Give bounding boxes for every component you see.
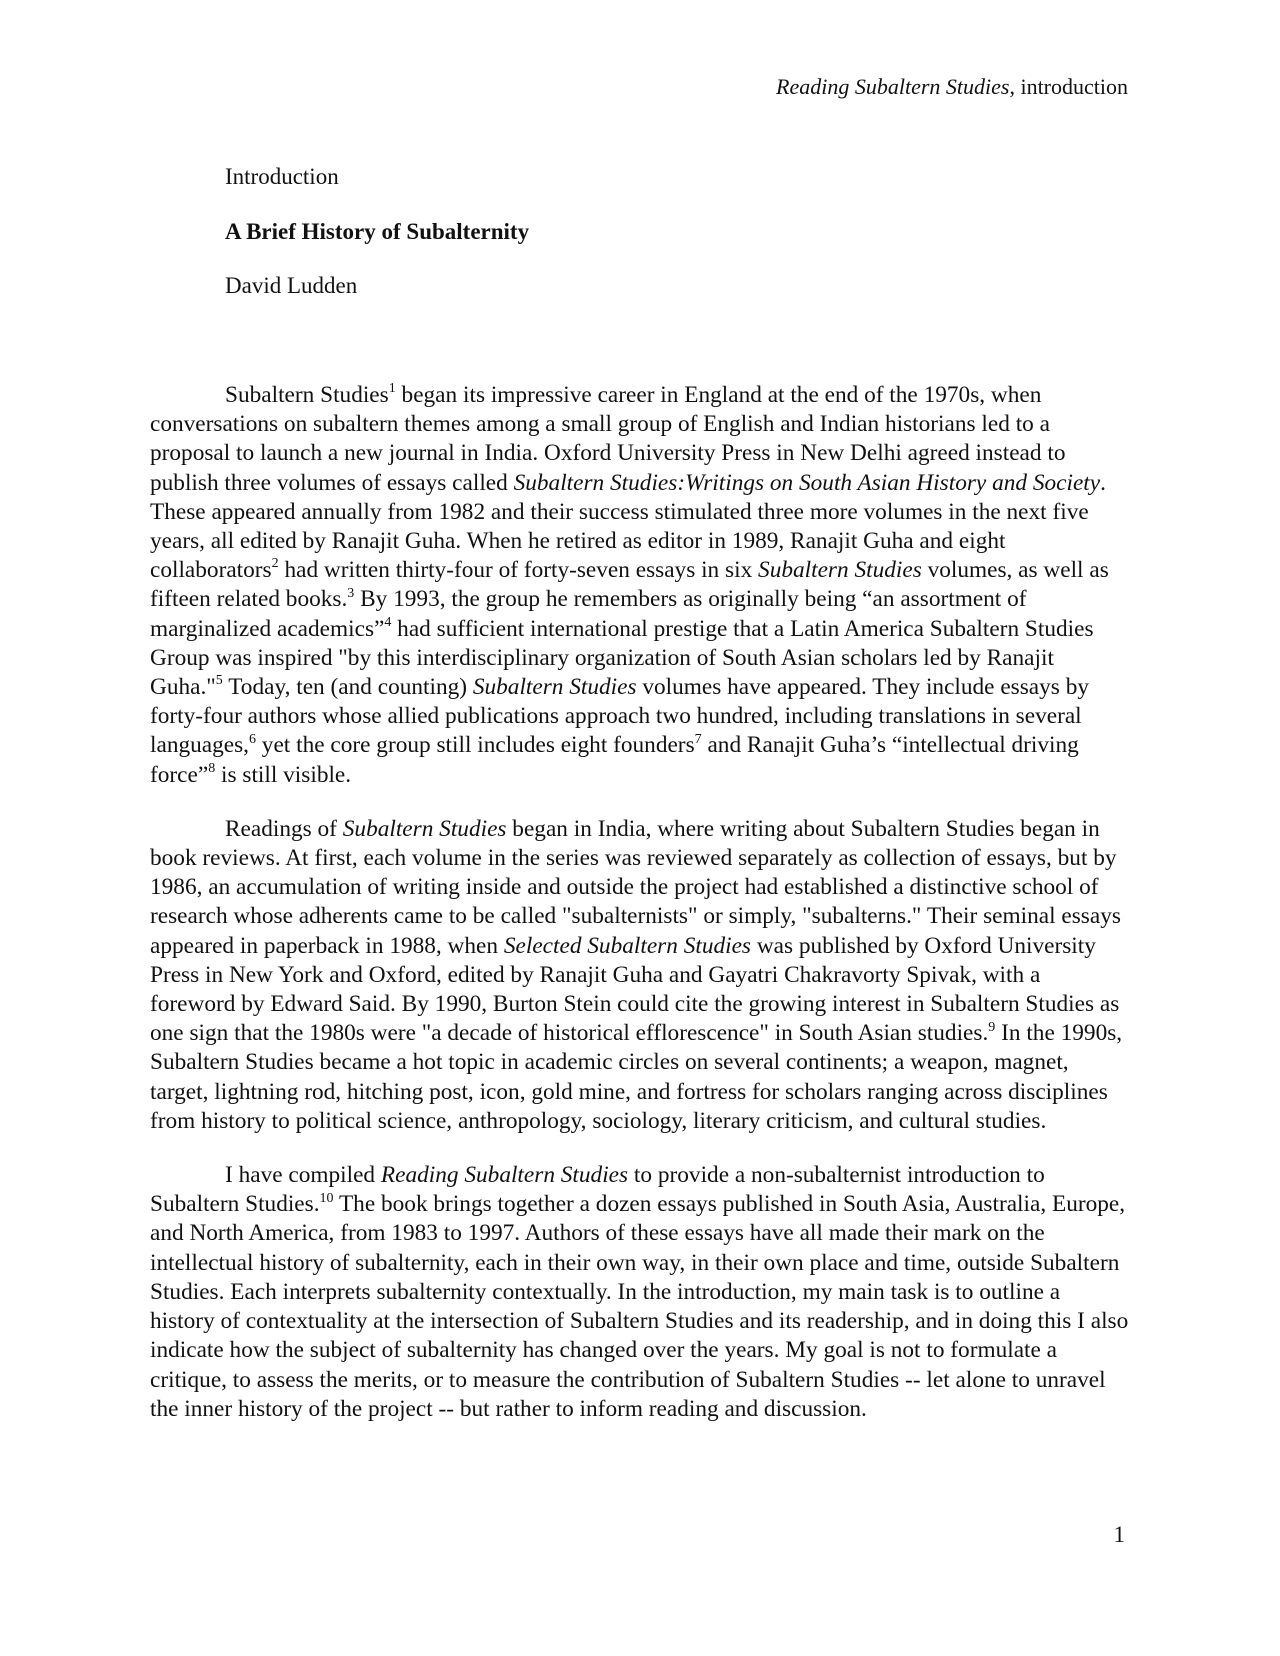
body-text: [150, 381, 1130, 1449]
header-section: , introduction: [1009, 74, 1128, 99]
paragraph-text: volumes, as well as fifteen related books.: [150, 557, 1109, 613]
page-number: 1: [1113, 1522, 1125, 1547]
paragraph-text: In the 1990s, Subaltern Studies became a hot topic in academic circles on several continents; a weapon, magnet, target, lightning rod, hitching post, icon, gold mine, and fortress for scholars ranging across disciplines from history to political science, anthropology, sociology, literary criticism, and cultural studies.: [150, 1020, 1123, 1134]
footnote-marker: 6: [248, 731, 256, 747]
paragraph-text: Subaltern Studies: [225, 382, 389, 408]
footnote-marker: 1: [388, 381, 396, 397]
paragraph: [150, 1161, 1130, 1424]
paragraph-text: The book brings together a dozen essays published in South Asia, Australia, Europe, and North America, from 1983 to 1997. Authors of these essays have all made their mark on the intellectual history of subalternity, each in their own way, in their own place and time, outside Subaltern Studies. Each interprets subalternity contextually. In the introduction, my main task is to outline a history of contextuality at the intersection of Subaltern Studies and its readership, and in doing this I also indicate how the subject of subalternity has changed over the years. My goal is not to formulate a critique, to assess the merits, or to measure the contribution of Subaltern Studies -- let alone to unravel the inner history of the project -- but rather to inform reading and discussion.: [150, 1191, 1129, 1422]
header-book-title: Reading Subaltern Studies: [776, 74, 1010, 99]
section-label: Introduction: [225, 164, 339, 189]
paragraph-text: Readings of: [225, 815, 343, 842]
paragraph-text: to provide a non-subalternist introduction to Subaltern Studies.: [150, 1162, 1045, 1218]
italic-title-text: Selected Subaltern Studies: [503, 932, 752, 959]
italic-title-text: Subaltern Studies: [342, 815, 507, 842]
paragraph-text: had written thirty-four of forty-seven essays in six: [278, 557, 759, 584]
paragraph-text: had sufficient international prestige that a Latin America Subaltern Studies Group was inspired "by this interdisciplinary organization of South Asian scholars led by Ranajit Guha.": [150, 615, 1094, 701]
paragraph-text: Today, ten (and counting): [222, 674, 473, 701]
paragraph-text: and Ranajit Guha’s “intellectual driving force”: [150, 732, 1079, 788]
footnote-marker: 7: [694, 731, 702, 747]
footnote-marker: 3: [347, 585, 355, 601]
paragraph-text: began in India, where writing about Subaltern Studies began in book reviews. At first, each volume in the series was reviewed separately as collection of essays, but by 1986, an accumulation of writing inside and outside the project had established a distinctive school of research whose adherents came to be called "subalternists" or simply, "subalterns." Their seminal essays appeared in paperback in 1988, when: [150, 815, 1121, 959]
paragraph-text: I have compiled: [225, 1162, 381, 1189]
paragraph: [150, 381, 1130, 790]
paragraph-text: volumes have appeared. They include essays by forty-four authors whose allied publications approach two hundred, including translations in several languages,: [150, 674, 1089, 759]
page-title: A Brief History of Subalternity: [225, 219, 530, 244]
paragraph-text: began its impressive career in England at the end of the 1970s, when conversations on subaltern themes among a small group of English and Indian historians led to a proposal to launch a new journal in India. Oxford University Press in New Delhi agreed instead to publish three volumes of essays called: [150, 382, 1066, 496]
footnote-marker: 8: [208, 760, 216, 776]
footnote-marker: 9: [988, 1019, 996, 1035]
footnote-marker: 2: [271, 556, 279, 572]
italic-title-text: Subaltern Studies: [472, 674, 637, 701]
running-header: [776, 73, 1128, 101]
paragraph-text: . These appeared annually from 1982 and their success stimulated three more volumes in the next five years, all edited by Ranajit Guha. When he retired as editor in 1989, Ranajit Guha and eight collaborators: [150, 469, 1106, 584]
italic-title-text: Reading Subaltern Studies: [380, 1162, 629, 1189]
author-name: David Ludden: [225, 273, 358, 298]
title-block: [225, 163, 529, 300]
footnote-marker: 5: [215, 673, 223, 689]
italic-title-text: Subaltern Studies:Writings on South Asian History and Society: [513, 469, 1101, 496]
paragraph-text: is still visible.: [215, 761, 352, 788]
paragraph-text: By 1993, the group he remembers as originally being “an assortment of marginalized academics”: [150, 586, 1027, 642]
italic-title-text: Subaltern Studies: [758, 557, 922, 584]
paragraph-text: yet the core group still includes eight founders: [255, 732, 695, 759]
paragraph: [150, 815, 1130, 1136]
paragraph-text: was published by Oxford University Press in New York and Oxford, edited by Ranajit Guha and Gayatri Chakravorty Spivak, with a foreword by Edward Said. By 1990, Burton Stein could cite the growing interest in Subaltern Studies as one sign that the 1980s were "a decade of historical efflorescence" in South Asian studies.: [150, 932, 1120, 1047]
footnote-marker: 4: [384, 614, 392, 630]
footnote-marker: 10: [319, 1190, 334, 1206]
